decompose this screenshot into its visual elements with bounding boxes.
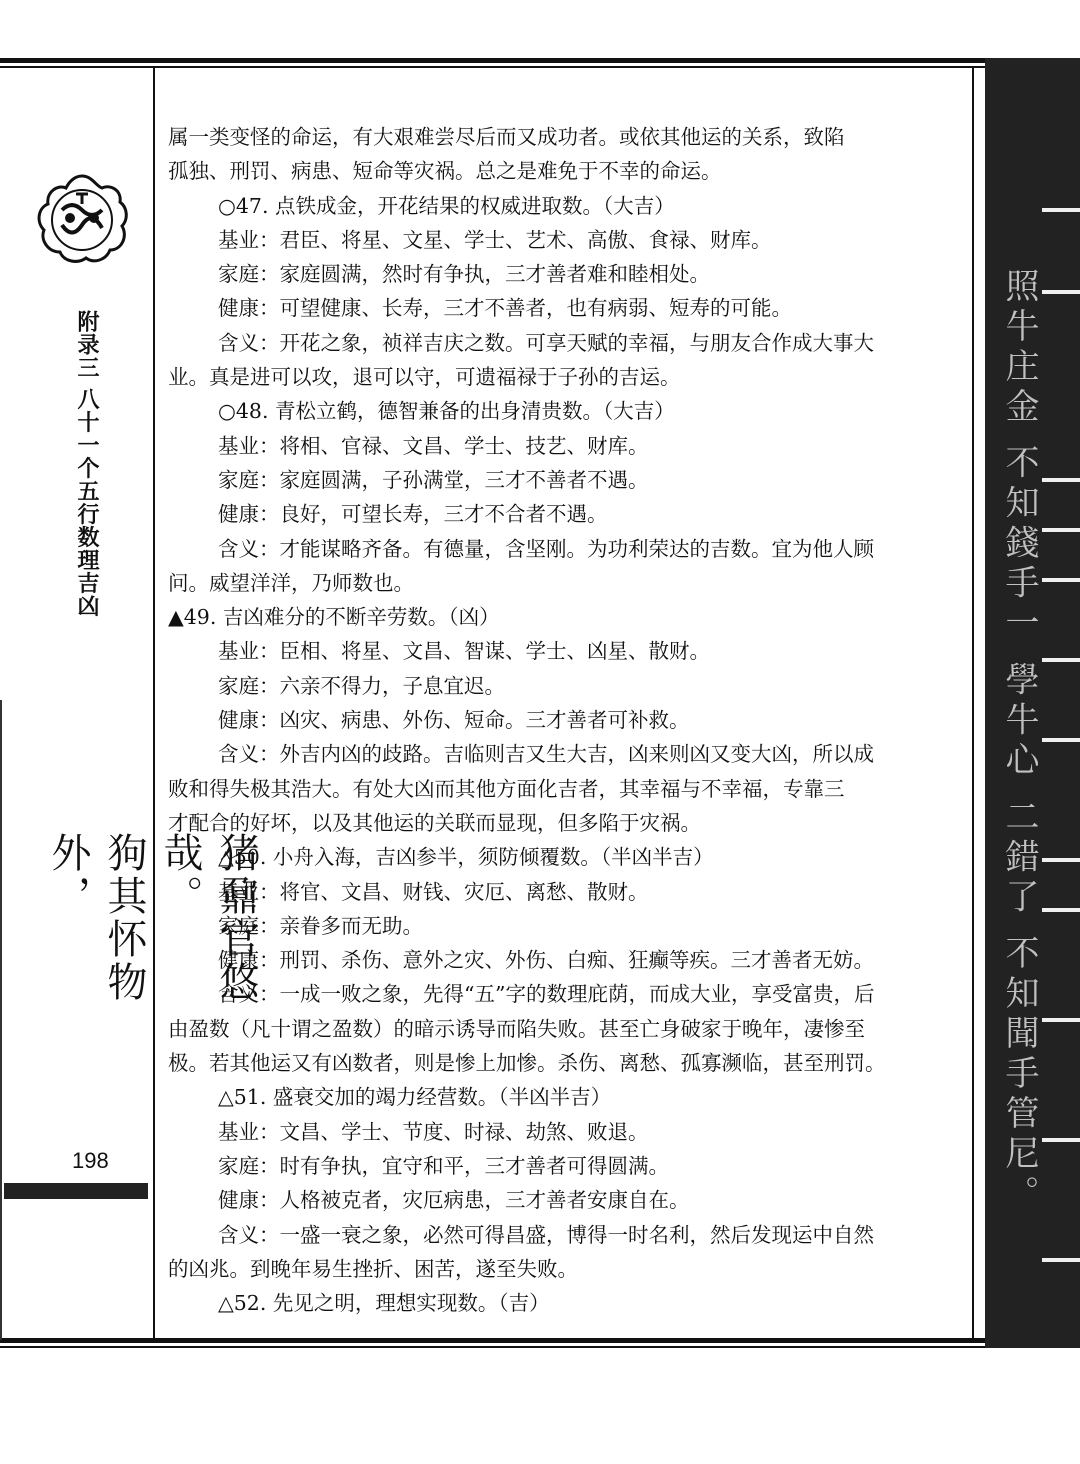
text-line: 的凶兆。到晚年易生挫折、困苦，遂至失败。 [168,1256,578,1281]
calligraphy-strip [985,58,1080,1348]
bottom-rule [0,1338,985,1343]
text-line: 孤独、刑罚、病患、短命等灾祸。总之是难免于不幸的命运。 [168,159,722,184]
poem-line-1: 猪鼐官悠哉。 [157,832,259,1004]
text-line: 属一类变怪的命运，有大艰难尝尽后而又成功者。或依其他运的关系，致陷 [168,125,845,149]
text-line: 含义：外吉内凶的歧路。吉临则吉又生大吉，凶来则凶又变大凶，所以成 [218,742,874,767]
main-text [168,120,964,1320]
page-number-bar [4,1183,148,1199]
text-line: △51. 盛衰交加的竭力经营数。（半凶半吉） [218,1085,612,1110]
text-line: 健康：人格被克者，灾厄病患，三才善者安康自在。 [218,1188,690,1213]
bottom-rule-thin [0,1346,985,1348]
text-line: ▲49. 吉凶难分的不断辛劳数。（凶） [168,605,500,630]
strip-calligraphy-text: 照牛庄金 不知錢手一 學牛心 二錯了 不知聞手管尼。 [999,268,1039,1216]
text-line: 业。真是进可以攻，退可以守，可遗福禄于子孙的吉运。 [168,365,681,390]
text-line: 健康：可望健康、长寿，三才不善者，也有病弱、短寿的可能。 [218,296,792,321]
text-line: 问。威望洋洋，乃师数也。 [168,570,414,595]
text-line: 才配合的好坏，以及其他运的关联而显现，但多陷于灾祸。 [168,810,701,835]
top-rule-thin [0,66,985,68]
text-line: 家庭：时有争执，宜守和平，三才善者可得圆满。 [218,1153,669,1178]
page-number: 198 [72,1148,109,1173]
top-rule [0,58,985,63]
text-line: 基业：臣相、将星、文昌、智谋、学士、凶星、散财。 [218,639,710,664]
text-line: 基业：君臣、将星、文星、学士、艺术、高傲、食禄、财库。 [218,227,772,252]
text-line: 极。若其他运又有凶数者，则是惨上加惨。杀伤、离愁、孤寡濒临，甚至刑罚。 [168,1051,886,1076]
text-line: 家庭：家庭圆满，然时有争执，三才善者难和睦相处。 [218,262,710,287]
text-line: 含义：才能谋略齐备。有德量，含坚刚。为功利荣达的吉数。宜为他人顾 [218,536,874,561]
text-line: 健康：良好，可望长寿，三才不合者不遇。 [218,502,608,527]
margin-divider-left [153,68,155,1338]
text-line: 家庭：亲眷多而无助。 [218,913,423,938]
text-line: 家庭：家庭圆满，子孙满堂，三才不善者不遇。 [218,467,649,492]
text-line: ○48. 青松立鹤，德智兼备的出身清贵数。（大吉） [218,399,675,424]
text-line: 基业：将官、文昌、财钱、灾厄、离愁、散财。 [218,879,649,904]
text-line: 基业：文昌、学士、节度、时禄、劫煞、败退。 [218,1119,649,1144]
text-line: 含义：开花之象，祯祥吉庆之数。可享天赋的幸福，与朋友合作成大事大 [218,330,874,355]
text-line: 含义：一成一败之象，先得“五”字的数理庇荫，而成大业，享受富贵，后 [218,982,875,1007]
margin-divider-right [972,68,974,1338]
strip-bars [1042,58,1080,1348]
text-line: 健康：凶灾、病患、外伤、短命。三才善者可补救。 [218,708,690,733]
text-line: △52. 先见之明，理想实现数。（吉） [218,1291,550,1316]
page-edge-line [0,700,2,1340]
text-line: 健康：刑罚、杀伤、意外之灾、外伤、白痴、狂癫等疾。三才善者无妨。 [218,948,874,973]
chapter-heading: 附录三 八十一个五行数理吉凶 [74,310,99,618]
text-line: 由盈数（凡十谓之盈数）的暗示诱导而陷失败。甚至亡身破家于晚年，凄惨至 [168,1016,865,1041]
text-line: ○47. 点铁成金，开花结果的权威进取数。（大吉） [218,193,675,218]
text-line: 败和得失极其浩大。有处大凶而其他方面化吉者，其幸福与不幸福，专靠三 [168,776,845,801]
text-line: 家庭：六亲不得力，子息宜迟。 [218,673,505,698]
text-line: 含义：一盛一衰之象，必然可得昌盛，博得一时名利，然后发现运中自然 [218,1222,874,1247]
text-line: △50. 小舟入海，吉凶参半，须防倾覆数。（半凶半吉） [218,845,714,870]
text-line: 基业：将相、官禄、文昌、学士、技艺、财库。 [218,433,649,458]
poem-line-2: 狗其怀物外， [45,832,147,1004]
flower-seal-icon [32,170,132,270]
